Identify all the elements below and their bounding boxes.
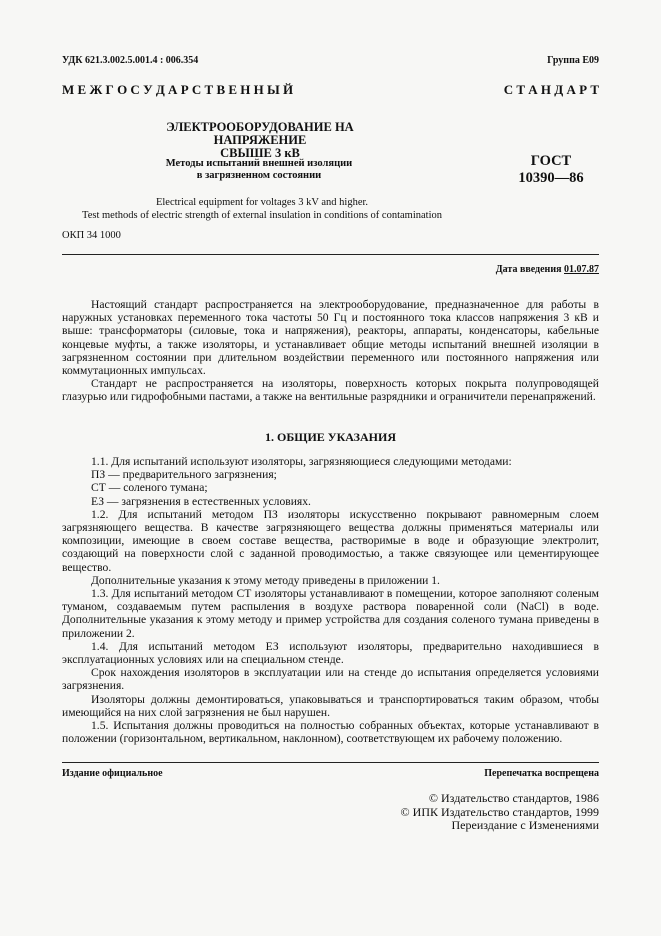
section-paragraph: Срок нахождения изоляторов в эксплуатации или на стенде до испытания определяется условиями загрязнения. bbox=[62, 666, 599, 693]
english-title-line-2: Test methods of electric strength of external insulation in conditions of contamination bbox=[82, 210, 442, 221]
effective-date-value: 01.07.87 bbox=[564, 264, 599, 275]
gost-code: 10390—86 bbox=[518, 170, 584, 186]
document-title bbox=[122, 121, 398, 160]
reprint-notice: Перепечатка воспрещена bbox=[484, 768, 599, 779]
section-paragraph: 1.2. Для испытаний методом ПЗ изоляторы искусственно покрывают равномерным слоем загрязняющего вещества. В качестве загрязняющего вещества должны применяться материалы или композиции, имеющие в своем составе вещества, растворимые в воде и образующие электролит, создающий на поверхности слой с заданной проводимостью, а также связующее или цементирующее вещество. bbox=[62, 507, 599, 574]
official-edition: Издание официальное bbox=[62, 768, 163, 779]
document-subtitle bbox=[154, 158, 364, 182]
english-title bbox=[62, 196, 462, 222]
copyright-block bbox=[401, 792, 599, 833]
effective-date-label: Дата введения bbox=[495, 264, 562, 275]
intro-paragraph: Настоящий стандарт распространяется на электрооборудование, предназначенное для работы в наружных установках переменного тока частоты 50 Гц и постоянного тока классов напряжения 3 кВ и выше: трансформаторы (силовые, тока и напряжения), реакторы, аппараты, конденсаторы, кабельные концевые муфты, а также изоляторы, и устанавливает общие методы испытаний внешней изоляции в загрязненном состоянии при длительном воздействии переменного или постоянного напряжения или коммутационных импульсах. bbox=[62, 298, 599, 378]
section-paragraph: Дополнительные указания к этому методу приведены в приложении 1. bbox=[91, 573, 440, 587]
section-paragraph: 1.5. Испытания должны проводиться на полностью собранных объектах, которые устанавливают в положении (горизонтальном, вертикальном, наклонном), соответствующем их рабочему положению. bbox=[62, 719, 599, 746]
section-paragraph: 1.1. Для испытаний используют изоляторы, загрязняющиеся следующими методами: bbox=[91, 455, 512, 468]
intro-paragraph: Стандарт не распространяется на изоляторы, поверхность которых покрыта полупроводящей глазурью или гидрофобными пастами, а также на вентильные разрядники и ограничители перенапряжений. bbox=[62, 377, 599, 404]
udk-code: УДК 621.3.002.5.001.4 : 006.354 bbox=[62, 55, 199, 66]
method-item: ПЗ — предварительного загрязнения; bbox=[91, 468, 277, 482]
document-page bbox=[62, 0, 599, 936]
reissue-note: Переиздание с Изменениями bbox=[451, 818, 599, 832]
standard-banner bbox=[62, 82, 599, 98]
banner-word-standard: С Т А Н Д А Р Т bbox=[503, 82, 599, 97]
divider-bottom bbox=[62, 762, 599, 763]
gost-label: ГОСТ bbox=[530, 153, 572, 169]
section-text bbox=[62, 455, 599, 745]
okp-code: ОКП 34 1000 bbox=[62, 230, 121, 241]
divider-top bbox=[62, 254, 599, 255]
section-paragraph: 1.4. Для испытаний методом ЕЗ используют изоляторы, предварительно находившиеся в эксплуатационных условиях или на специальном стенде. bbox=[62, 639, 599, 667]
method-item: ЕЗ — загрязнения в естественных условиях. bbox=[91, 494, 311, 508]
group-code: Группа Е09 bbox=[547, 55, 599, 66]
section-heading: 1. ОБЩИЕ УКАЗАНИЯ bbox=[265, 430, 396, 444]
intro-text bbox=[62, 298, 599, 404]
title-line-1: ЭЛЕКТРООБОРУДОВАНИЕ НА НАПРЯЖЕНИЕ bbox=[166, 120, 354, 147]
english-title-line-1: Electrical equipment for voltages 3 kV and higher. bbox=[155, 197, 369, 208]
copyright-line: © Издательство стандартов, 1986 bbox=[428, 791, 599, 805]
subtitle-line-2: в загрязненном состоянии bbox=[196, 170, 322, 181]
method-item: СТ — соленого тумана; bbox=[91, 481, 208, 495]
section-paragraph: 1.3. Для испытаний методом СТ изоляторы устанавливают в помещении, которое заполняют соленым туманом, создаваемым путем распыления в воздухе раствора поваренной соли (NaCl) в воде. Дополнительные указания к этому методу и пример устройства для создания соленого тумана приведены в приложении 2. bbox=[62, 587, 599, 640]
copyright-line: © ИПК Издательство стандартов, 1999 bbox=[400, 804, 599, 819]
section-paragraph: Изоляторы должны демонтироваться, упаковываться и транспортироваться таким образом, чтобы имеющийся на них слой загрязнения не был нарушен. bbox=[62, 692, 599, 719]
effective-date bbox=[496, 264, 599, 275]
gost-number bbox=[511, 153, 591, 187]
title-line-2: СВЫШЕ 3 кВ bbox=[220, 146, 300, 160]
subtitle-line-1: Методы испытаний внешней изоляции bbox=[165, 158, 353, 169]
banner-word-interstate: М Е Ж Г О С У Д А Р С Т В Е Н Н Ы Й bbox=[62, 82, 294, 97]
